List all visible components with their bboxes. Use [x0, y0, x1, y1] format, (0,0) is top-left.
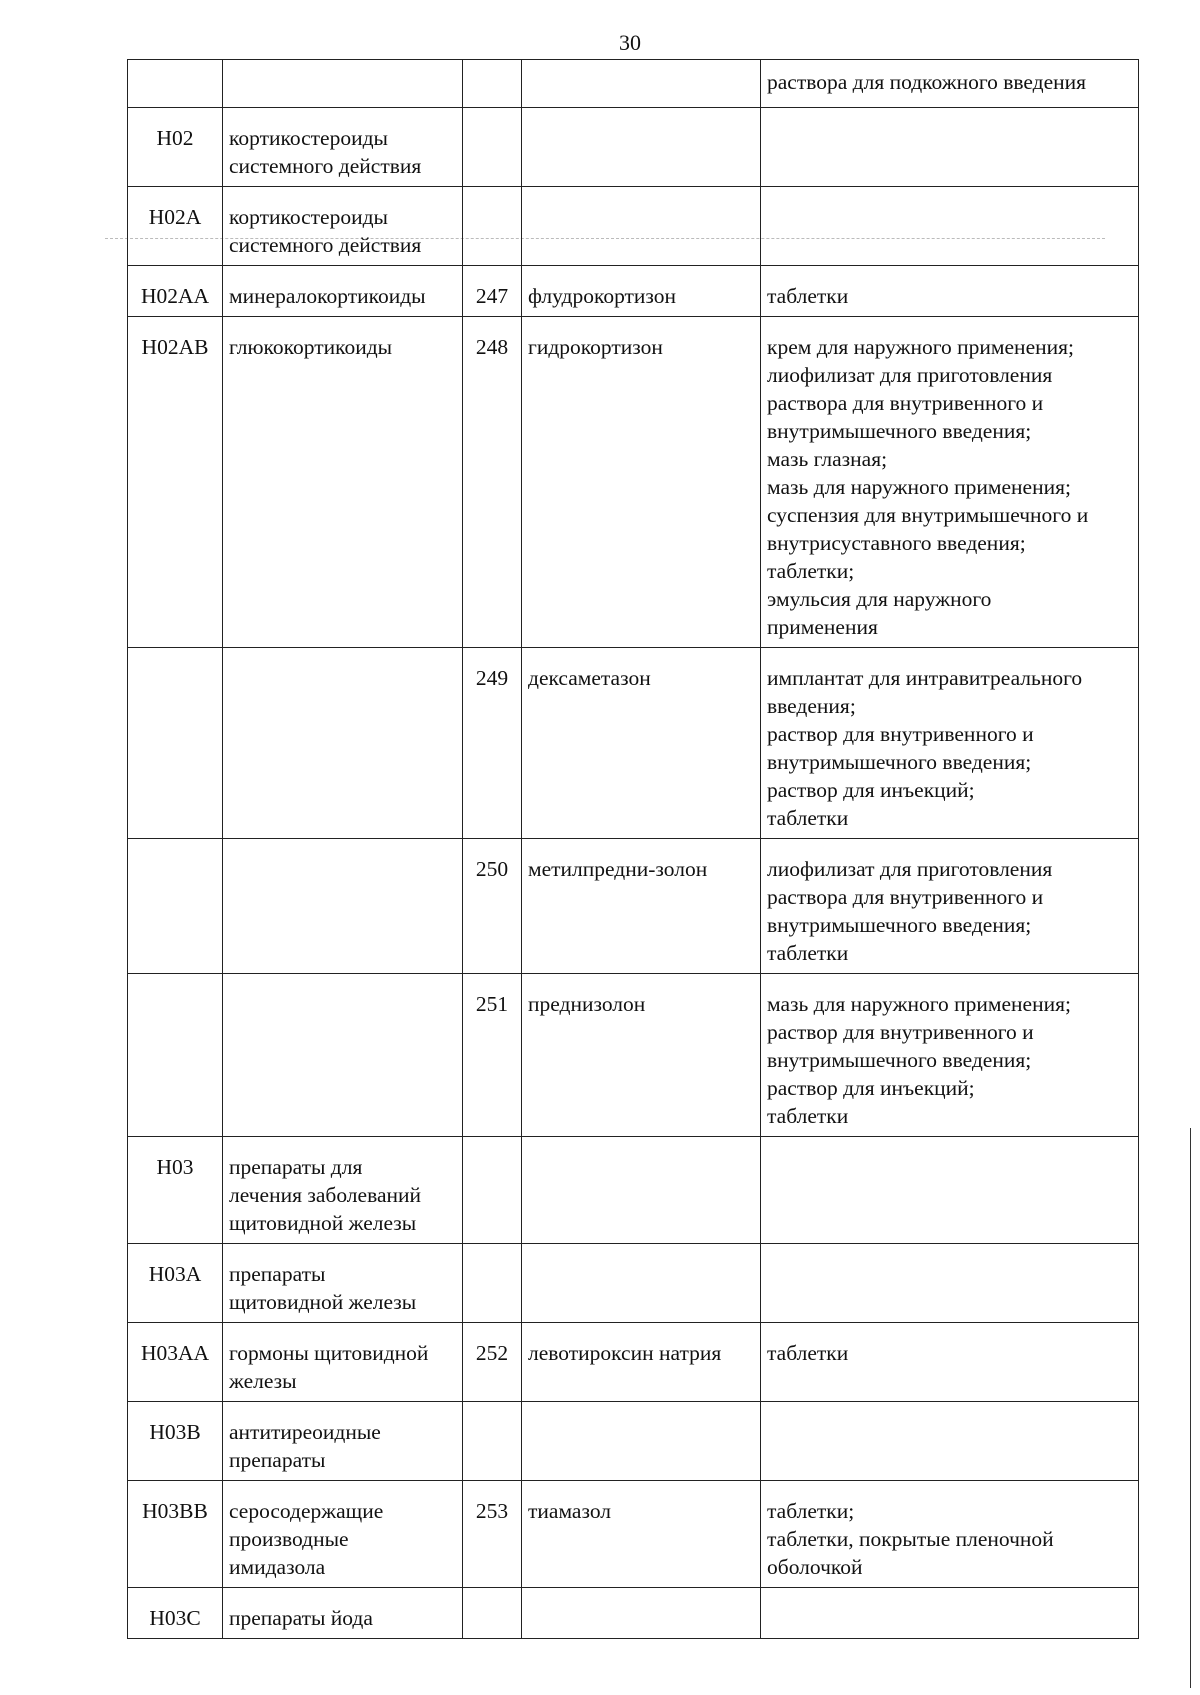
item-number-cell: 248 — [463, 317, 522, 648]
table-row — [128, 1402, 1139, 1481]
table-row — [128, 317, 1139, 648]
group-name-line: щитовидной железы — [229, 1290, 417, 1314]
dosage-form-line: таблетки — [767, 1341, 849, 1365]
item-number-cell: 253 — [463, 1481, 522, 1588]
dosage-forms-cell — [761, 187, 1139, 266]
item-number-cell — [463, 1402, 522, 1481]
atc-code-cell: H02AA — [128, 266, 223, 317]
group-name-line: системного действия — [229, 154, 422, 178]
atc-code-cell: H03BB — [128, 1481, 223, 1588]
atc-group-cell — [223, 108, 463, 187]
atc-code-cell: H03 — [128, 1137, 223, 1244]
dosage-form-line: раствор для инъекций; — [767, 778, 975, 802]
group-name-line: препараты — [229, 1448, 326, 1472]
dosage-form-line: таблетки — [767, 284, 849, 308]
dosage-forms-cell — [761, 60, 1139, 108]
dosage-form-line: внутрисуставного введения; — [767, 531, 1026, 555]
atc-group-cell — [223, 60, 463, 108]
table-row — [128, 648, 1139, 839]
dosage-form-line: таблетки, покрытые пленочной — [767, 1527, 1054, 1551]
dosage-forms-cell — [761, 1588, 1139, 1639]
atc-code-cell: H03C — [128, 1588, 223, 1639]
item-number-cell — [463, 1588, 522, 1639]
dosage-form-line: таблетки; — [767, 559, 855, 583]
dosage-form-line: раствора для подкожного введения — [767, 70, 1087, 94]
atc-group-cell — [223, 974, 463, 1137]
dosage-forms-cell — [761, 974, 1139, 1137]
atc-group-cell — [223, 266, 463, 317]
atc-group-cell — [223, 839, 463, 974]
group-name-line: системного действия — [229, 233, 422, 257]
dosage-form-line: имплантат для интравитреального — [767, 666, 1083, 690]
group-name-line: кортикостероиды — [229, 126, 388, 150]
drug-name-cell: флудрокортизон — [522, 266, 761, 317]
drug-name-cell: преднизолон — [522, 974, 761, 1137]
dosage-forms-cell — [761, 1481, 1139, 1588]
margin-line — [1190, 1128, 1191, 1688]
atc-code-cell — [128, 839, 223, 974]
item-number-cell — [463, 187, 522, 266]
dosage-form-line: введения; — [767, 694, 856, 718]
drug-name-cell: метилпредни-золон — [522, 839, 761, 974]
group-name-line: имидазола — [229, 1555, 326, 1579]
dosage-form-line: мазь для наружного применения; — [767, 475, 1071, 499]
dosage-forms-cell — [761, 1402, 1139, 1481]
group-name-line: кортикостероиды — [229, 205, 388, 229]
dosage-form-line: таблетки; — [767, 1499, 855, 1523]
drug-name-cell: гидрокортизон — [522, 317, 761, 648]
group-name-line: серосодержащие — [229, 1499, 384, 1523]
atc-group-cell — [223, 1402, 463, 1481]
item-number-cell: 251 — [463, 974, 522, 1137]
table-row — [128, 839, 1139, 974]
drug-name-cell — [522, 1244, 761, 1323]
drug-name-cell — [522, 187, 761, 266]
atc-group-cell — [223, 1244, 463, 1323]
atc-group-cell — [223, 1323, 463, 1402]
dosage-forms-cell — [761, 266, 1139, 317]
atc-code-cell: H02AB — [128, 317, 223, 648]
group-name-line: железы — [229, 1369, 297, 1393]
item-number-cell — [463, 60, 522, 108]
drug-table — [127, 59, 1139, 1639]
table-row — [128, 1323, 1139, 1402]
dosage-forms-cell — [761, 839, 1139, 974]
group-name-line: производные — [229, 1527, 349, 1551]
drug-name-cell — [522, 1588, 761, 1639]
drug-name-cell: тиамазол — [522, 1481, 761, 1588]
page-number: 30 — [619, 30, 641, 55]
dosage-form-line: внутримышечного введения; — [767, 750, 1032, 774]
dosage-form-line: крем для наружного применения; — [767, 335, 1074, 359]
dosage-form-line: эмульсия для наружного — [767, 587, 992, 611]
dosage-form-line: раствор для инъекций; — [767, 1076, 975, 1100]
atc-group-cell — [223, 187, 463, 266]
atc-code-cell — [128, 60, 223, 108]
drug-name-cell — [522, 1402, 761, 1481]
group-name-line: гормоны щитовидной — [229, 1341, 429, 1365]
atc-group-cell — [223, 1481, 463, 1588]
dosage-forms-cell — [761, 1323, 1139, 1402]
atc-code-cell: H02 — [128, 108, 223, 187]
dosage-form-line: лиофилизат для приготовления — [767, 857, 1053, 881]
drug-name-cell — [522, 1137, 761, 1244]
table-row — [128, 974, 1139, 1137]
dosage-form-line: лиофилизат для приготовления — [767, 363, 1053, 387]
group-name-line: щитовидной железы — [229, 1211, 417, 1235]
group-name-line: препараты йода — [229, 1606, 373, 1630]
table-row — [128, 1588, 1139, 1639]
dosage-form-line: внутримышечного введения; — [767, 913, 1032, 937]
dosage-forms-cell — [761, 317, 1139, 648]
item-number-cell — [463, 108, 522, 187]
drug-name-cell — [522, 60, 761, 108]
drug-name-cell — [522, 108, 761, 187]
dosage-forms-cell — [761, 648, 1139, 839]
group-name-line: глюкокортикоиды — [229, 335, 393, 359]
atc-group-cell — [223, 317, 463, 648]
dosage-form-line: применения — [767, 615, 878, 639]
atc-group-cell — [223, 1588, 463, 1639]
atc-code-cell — [128, 974, 223, 1137]
table-row — [128, 1137, 1139, 1244]
atc-group-cell — [223, 648, 463, 839]
atc-code-cell: H03A — [128, 1244, 223, 1323]
table-row — [128, 1244, 1139, 1323]
dosage-form-line: внутримышечного введения; — [767, 1048, 1032, 1072]
table-body — [128, 60, 1139, 1639]
drug-name-cell: левотироксин натрия — [522, 1323, 761, 1402]
dosage-form-line: таблетки — [767, 941, 849, 965]
item-number-cell — [463, 1244, 522, 1323]
dosage-form-line: суспензия для внутримышечного и — [767, 503, 1089, 527]
item-number-cell: 252 — [463, 1323, 522, 1402]
atc-group-cell — [223, 1137, 463, 1244]
group-name-line: препараты — [229, 1262, 326, 1286]
group-name-line: лечения заболеваний — [229, 1183, 422, 1207]
table-row — [128, 1481, 1139, 1588]
dosage-form-line: таблетки — [767, 1104, 849, 1128]
dosage-forms-cell — [761, 1244, 1139, 1323]
dosage-form-line: мазь глазная; — [767, 447, 888, 471]
dosage-form-line: раствор для внутривенного и — [767, 1020, 1034, 1044]
item-number-cell — [463, 1137, 522, 1244]
atc-code-cell: H03AA — [128, 1323, 223, 1402]
table-row — [128, 266, 1139, 317]
group-name-line: минералокортикоиды — [229, 284, 426, 308]
dosage-forms-cell — [761, 1137, 1139, 1244]
dosage-form-line: раствора для внутривенного и — [767, 885, 1044, 909]
item-number-cell: 247 — [463, 266, 522, 317]
item-number-cell: 249 — [463, 648, 522, 839]
atc-code-cell — [128, 648, 223, 839]
dosage-forms-cell — [761, 108, 1139, 187]
atc-code-cell: H02A — [128, 187, 223, 266]
item-number-cell: 250 — [463, 839, 522, 974]
dosage-form-line: внутримышечного введения; — [767, 419, 1032, 443]
group-name-line: антитиреоидные — [229, 1420, 381, 1444]
dosage-form-line: оболочкой — [767, 1555, 863, 1579]
dosage-form-line: таблетки — [767, 806, 849, 830]
table-row — [128, 187, 1139, 266]
dosage-form-line: мазь для наружного применения; — [767, 992, 1071, 1016]
group-name-line: препараты для — [229, 1155, 363, 1179]
table-row — [128, 108, 1139, 187]
dosage-form-line: раствора для внутривенного и — [767, 391, 1044, 415]
dosage-form-line: раствор для внутривенного и — [767, 722, 1034, 746]
drug-name-cell: дексаметазон — [522, 648, 761, 839]
atc-code-cell: H03B — [128, 1402, 223, 1481]
table-row — [128, 60, 1139, 108]
